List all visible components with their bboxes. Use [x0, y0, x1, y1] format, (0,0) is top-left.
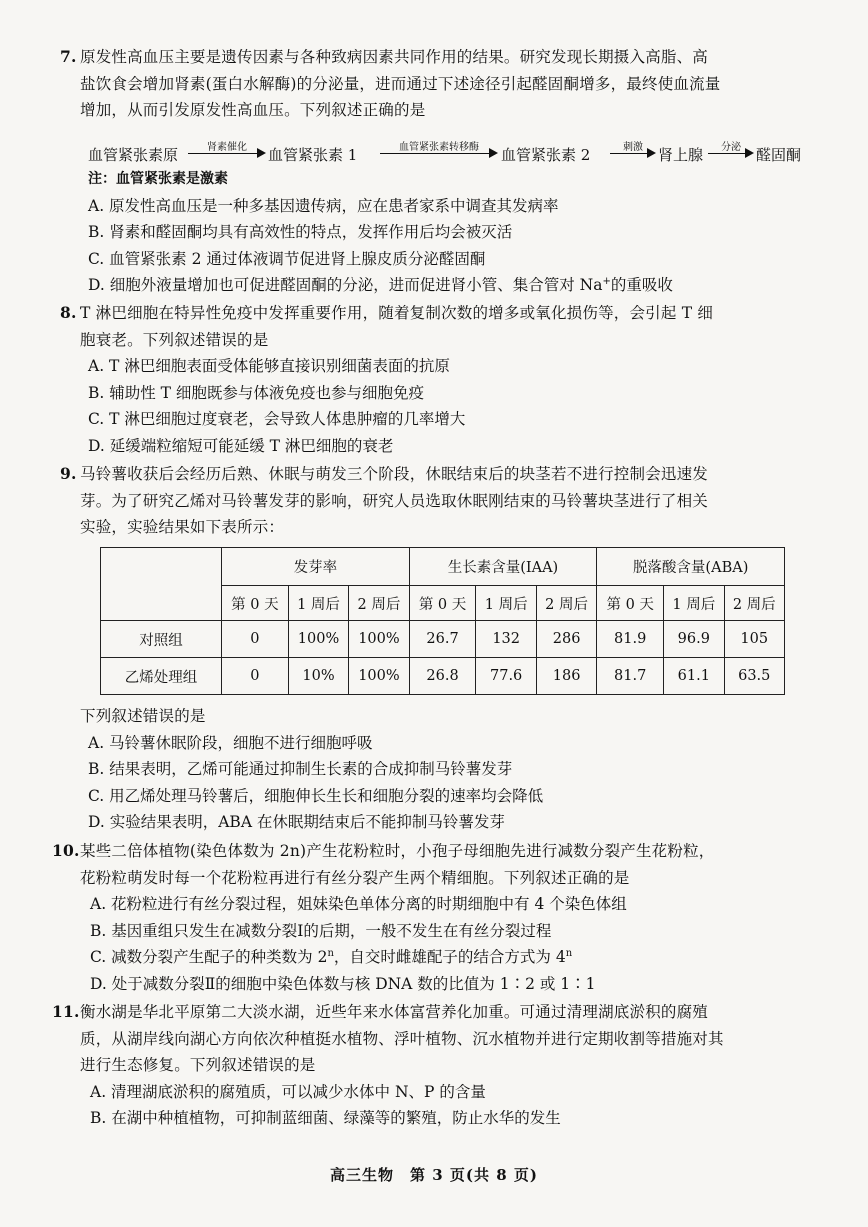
option-c: C. T 淋巴细胞过度衰老，会导致人体患肿瘤的几率增大 [88, 410, 466, 428]
pathway-arrow [708, 138, 754, 164]
question-stem: 进行生态修复。下列叙述错误的是 [80, 1056, 316, 1074]
option-b: B. 基因重组只发生在减数分裂Ⅰ的后期，一般不发生在有丝分裂过程 [90, 921, 552, 940]
option-a: A. 马铃薯休眠阶段，细胞不进行细胞呼吸 [88, 733, 373, 752]
question-stem: 原发性高血压主要是遗传因素与各种致病因素共同作用的结果。研究发现长期摄入高脂、高 [80, 48, 709, 66]
question-stem: 胞衰老。下列叙述错误的是 [80, 330, 269, 349]
table-cell: 96.9 [664, 621, 724, 658]
question-stem: 芽。为了研究乙烯对马铃薯发芽的影响，研究人员选取休眠刚结束的马铃薯块茎进行了相关 [80, 491, 709, 510]
table-cell: 132 [476, 621, 536, 658]
question-8 [60, 300, 815, 459]
option-b: B. 肾素和醛固酮均具有高效性的特点，发挥作用后均会被灭活 [88, 223, 513, 241]
table-time-header: 2 周后 [724, 586, 784, 621]
question-9-options [80, 703, 815, 836]
option-c: C. 血管紧张素 2 通过体液调节促进肾上腺皮质分泌醛固酮 [88, 249, 486, 268]
question-stem: 某些二倍体植物(染色体数为 2n)产生花粉粒时，小孢子母细胞先进行减数分裂产生花粉粒， [80, 842, 715, 860]
table-cell: 186 [536, 658, 596, 695]
question-stem: 衡水湖是华北平原第二大淡水湖，近些年来水体富营养化加重。可通过清理湖底淤积的腐殖 [80, 1003, 709, 1021]
row-label: 对照组 [101, 621, 222, 658]
question-stem: 质，从湖岸线向湖心方向依次种植挺水植物、浮叶植物、沉水植物并进行定期收割等措施对其 [80, 1029, 724, 1048]
pathway-node: 肾上腺 [658, 146, 704, 164]
table-cell: 77.6 [476, 658, 536, 695]
question-7 [60, 44, 815, 124]
table-cell: 10% [288, 658, 348, 695]
option-a: A. 原发性高血压是一种多基因遗传病，应在患者家系中调查其发病率 [88, 196, 559, 215]
table-group-header: 生长素含量(IAA) [409, 548, 597, 586]
table-cell: 81.7 [597, 658, 664, 695]
option-b: B. 在湖中种植植物，可抑制蓝细菌、绿藻等的繁殖，防止水华的发生 [90, 1109, 561, 1127]
pathway-arrow [610, 138, 656, 164]
row-label: 乙烯处理组 [101, 658, 222, 695]
question-number: 11. [52, 1002, 80, 1021]
option-c: C. 减数分裂产生配子的种类数为 2$^n$，自交时雌雄配子的结合方式为 4$^n$ [90, 947, 573, 966]
experiment-results-table [100, 547, 785, 695]
option-c: C. 用乙烯处理马铃薯后，细胞伸长生长和细胞分裂的速率均会降低 [88, 786, 544, 805]
option-d: D. 延缓端粒缩短可能延缓 T 淋巴细胞的衰老 [88, 436, 394, 455]
question-stem: 增加，从而引发原发性高血压。下列叙述正确的是 [80, 101, 426, 119]
table-time-header: 第 0 天 [409, 586, 476, 621]
table-header-row [101, 548, 785, 586]
table-time-header: 第 0 天 [222, 586, 289, 621]
table-cell: 26.7 [409, 621, 476, 658]
question-stem: T 淋巴细胞在特异性免疫中发挥重要作用，随着复制次数的增多或氧化损伤等，会引起 T 细 [80, 304, 714, 322]
question-number: 8. [60, 303, 77, 322]
question-7-options [80, 166, 815, 299]
table-time-header: 第 0 天 [597, 586, 664, 621]
pathway-node: 血管紧张素原 [88, 146, 179, 164]
question-10 [52, 838, 815, 997]
table-cell: 0 [222, 658, 289, 695]
table-cell: 100% [349, 658, 409, 695]
arrow-label: 分泌 [721, 142, 741, 153]
hormone-pathway-diagram [88, 138, 808, 168]
table-time-header: 1 周后 [476, 586, 536, 621]
question-number: 7. [60, 47, 77, 66]
table-cell: 100% [349, 621, 409, 658]
table-row [101, 658, 785, 695]
arrow-label: 刺激 [623, 142, 643, 153]
option-d: D. 细胞外液量增加也可促进醛固酮的分泌，进而促进肾小管、集合管对 Na+的重吸收 [88, 275, 673, 294]
table-time-header: 2 周后 [536, 586, 596, 621]
pathway-node: 血管紧张素 2 [501, 146, 591, 164]
pathway-arrow [380, 138, 498, 164]
option-d: D. 实验结果表明，ABA 在休眠期结束后不能抑制马铃薯发芽 [88, 813, 505, 831]
question-11 [52, 999, 815, 1132]
table-group-header: 脱落酸含量(ABA) [597, 548, 785, 586]
pathway-node: 血管紧张素 1 [268, 146, 358, 164]
arrow-label: 肾素催化 [207, 142, 247, 153]
option-b: B. 辅助性 T 细胞既参与体液免疫也参与细胞免疫 [88, 383, 424, 402]
table-cell: 286 [536, 621, 596, 658]
table-row [101, 621, 785, 658]
table-time-header: 1 周后 [288, 586, 348, 621]
option-d: D. 处于减数分裂Ⅱ的细胞中染色体数与核 DNA 数的比值为 1∶2 或 1∶1 [90, 974, 596, 993]
table-cell: 100% [288, 621, 348, 658]
table-corner-cell [101, 548, 222, 621]
table-cell: 81.9 [597, 621, 664, 658]
table-cell: 63.5 [724, 658, 784, 695]
arrow-head-icon [647, 148, 656, 158]
table-cell: 61.1 [664, 658, 724, 695]
option-b: B. 结果表明，乙烯可能通过抑制生长素的合成抑制马铃薯发芽 [88, 760, 513, 778]
arrow-head-icon [745, 148, 754, 158]
question-prompt: 下列叙述错误的是 [80, 707, 206, 725]
pathway-arrow [188, 138, 266, 164]
question-number: 9. [60, 464, 77, 483]
option-a: A. 清理湖底淤积的腐殖质，可以减少水体中 N、P 的含量 [90, 1082, 486, 1101]
arrow-head-icon [489, 148, 498, 158]
question-number: 10. [52, 841, 80, 860]
arrow-label: 血管紧张素转移酶 [399, 142, 479, 153]
option-a: A. T 淋巴细胞表面受体能够直接识别细菌表面的抗原 [88, 357, 450, 375]
page-footer: 高三生物 第 3 页(共 8 页) [330, 1166, 538, 1184]
note: 注：血管紧张素是激素 [88, 171, 228, 187]
question-9 [60, 461, 815, 541]
question-stem: 盐饮食会增加肾素(蛋白水解酶)的分泌量，进而通过下述途径引起醛固酮增多，最终使血流量 [80, 74, 721, 93]
question-stem: 花粉粒萌发时每一个花粉粒再进行有丝分裂产生两个精细胞。下列叙述正确的是 [80, 868, 630, 887]
table-cell: 105 [724, 621, 784, 658]
option-a: A. 花粉粒进行有丝分裂过程，姐妹染色单体分离的时期细胞中有 4 个染色体组 [90, 895, 627, 913]
table-cell: 0 [222, 621, 289, 658]
pathway-node: 醛固酮 [756, 146, 802, 164]
table-group-header: 发芽率 [222, 548, 410, 586]
question-stem: 马铃薯收获后会经历后熟、休眠与萌发三个阶段，休眠结束后的块茎若不进行控制会迅速发 [80, 465, 709, 483]
question-stem: 实验，实验结果如下表所示： [80, 518, 285, 536]
table-time-header: 1 周后 [664, 586, 724, 621]
table-cell: 26.8 [409, 658, 476, 695]
arrow-head-icon [257, 148, 266, 158]
table-time-header: 2 周后 [349, 586, 409, 621]
